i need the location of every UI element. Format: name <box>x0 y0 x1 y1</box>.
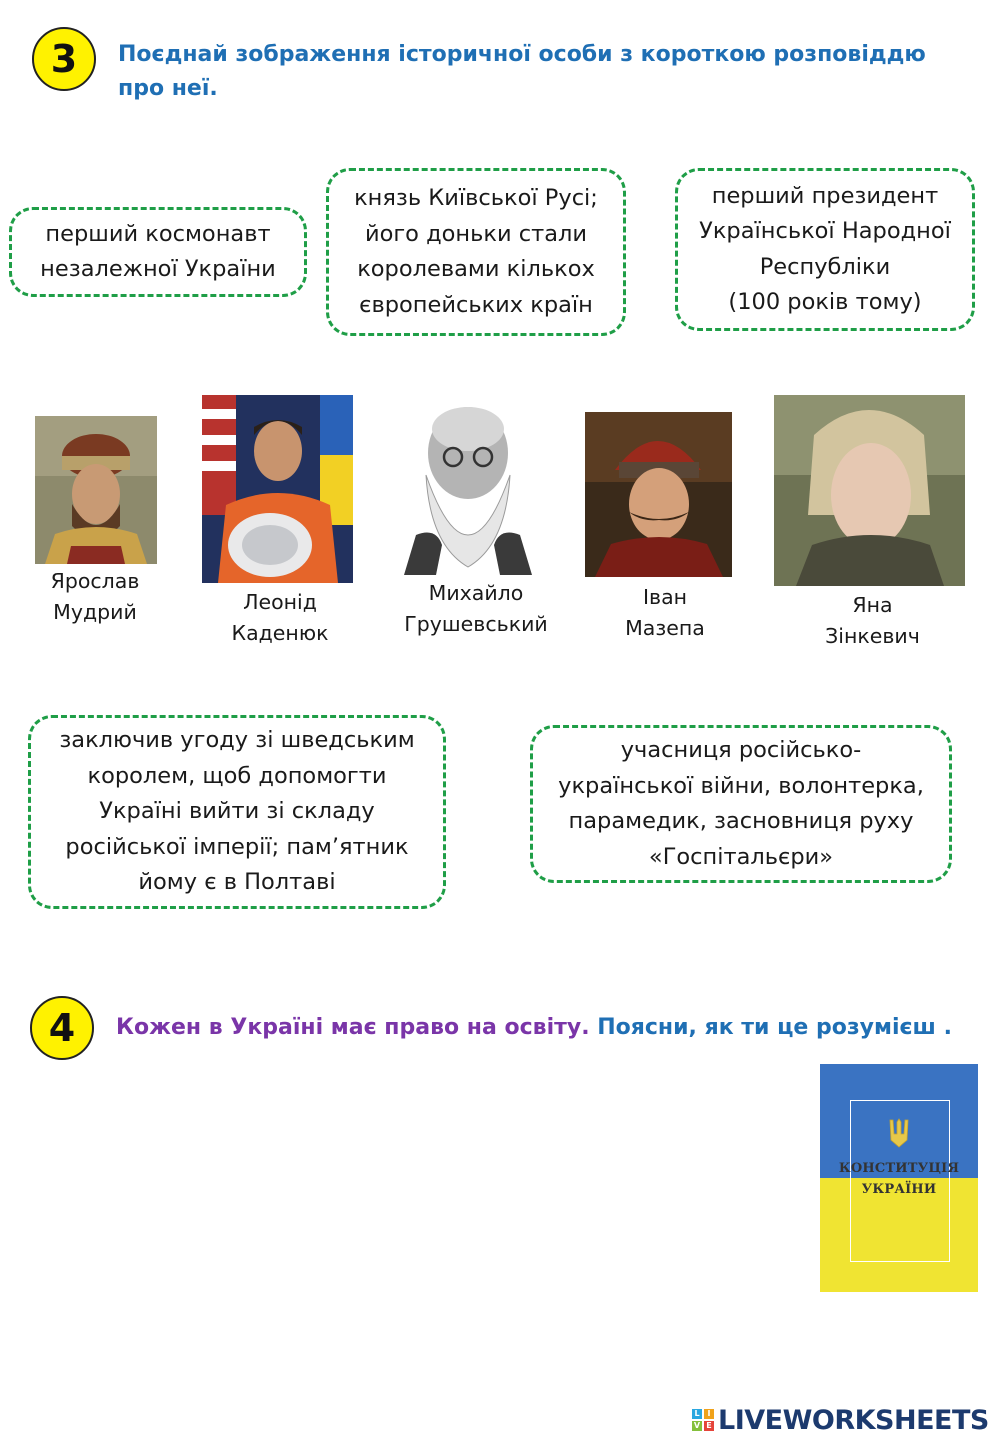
card-text: перший президент Української Народної Республіки (100 років тому) <box>699 182 951 315</box>
person-name: Михайло Грушевський <box>404 581 548 636</box>
book-title-line1: КОНСТИТУЦІЯ <box>838 1161 960 1176</box>
task-number: 4 <box>48 1006 76 1050</box>
card-text: князь Київської Русі; його доньки стали королевами кількох європейських країн <box>354 185 598 318</box>
person-name: Ярослав Мудрий <box>50 569 140 624</box>
description-card-president[interactable] <box>675 168 975 331</box>
portrait-mazepa[interactable] <box>585 412 732 577</box>
task-number-badge <box>30 996 94 1060</box>
task-number-badge <box>32 27 96 91</box>
portrait-zinkevych[interactable] <box>774 395 965 586</box>
logo-block: V <box>693 1421 701 1430</box>
task-4-title <box>116 1011 986 1045</box>
task-3-title <box>118 38 978 106</box>
logo-block: I <box>704 1409 714 1419</box>
portrait-hrushevsky[interactable] <box>396 395 540 575</box>
description-card-prince[interactable] <box>326 168 626 336</box>
task-3-title-line2: про неї. <box>118 76 218 101</box>
liveworksheets-logo <box>692 1402 989 1438</box>
logo-blocks-icon <box>692 1409 714 1431</box>
card-text: перший космонавт незалежної України <box>40 220 276 282</box>
logo-block: L <box>692 1409 702 1419</box>
trident-icon <box>888 1118 910 1148</box>
person-name: Леонід Каденюк <box>231 590 329 645</box>
book-title-line2: УКРАЇНИ <box>861 1182 937 1197</box>
description-card-volunteer[interactable] <box>530 725 952 883</box>
constitution-book-image <box>820 1064 978 1292</box>
card-text: заключив угоду зі шведським королем, щоб допомогти Україні вийти зі складу російської імперії; пам’ятник йому є в Полтаві <box>59 727 415 896</box>
description-card-cosmonaut[interactable] <box>9 207 307 297</box>
task-3-title-line1: Поєднай зображення історичної особи з короткою розповіддю <box>118 42 926 67</box>
logo-block: E <box>704 1421 714 1431</box>
person-name: Іван Мазепа <box>625 585 705 640</box>
task-4-instruction: Поясни, як ти це розумієш . <box>589 1015 952 1040</box>
description-card-hetman[interactable] <box>28 715 446 909</box>
portrait-yaroslav[interactable] <box>35 416 157 564</box>
task-4-statement: Кожен в Україні має право на освіту. <box>116 1015 590 1040</box>
logo-text: LIVEWORKSHEETS <box>718 1404 989 1436</box>
portrait-kadenyuk[interactable] <box>202 395 353 583</box>
card-text: учасниця російсько- української війни, волонтерка, парамедик, засновниця руху «Госпітальєри» <box>558 737 924 870</box>
person-name: Яна Зінкевич <box>825 593 920 648</box>
task-number: 3 <box>50 37 78 81</box>
